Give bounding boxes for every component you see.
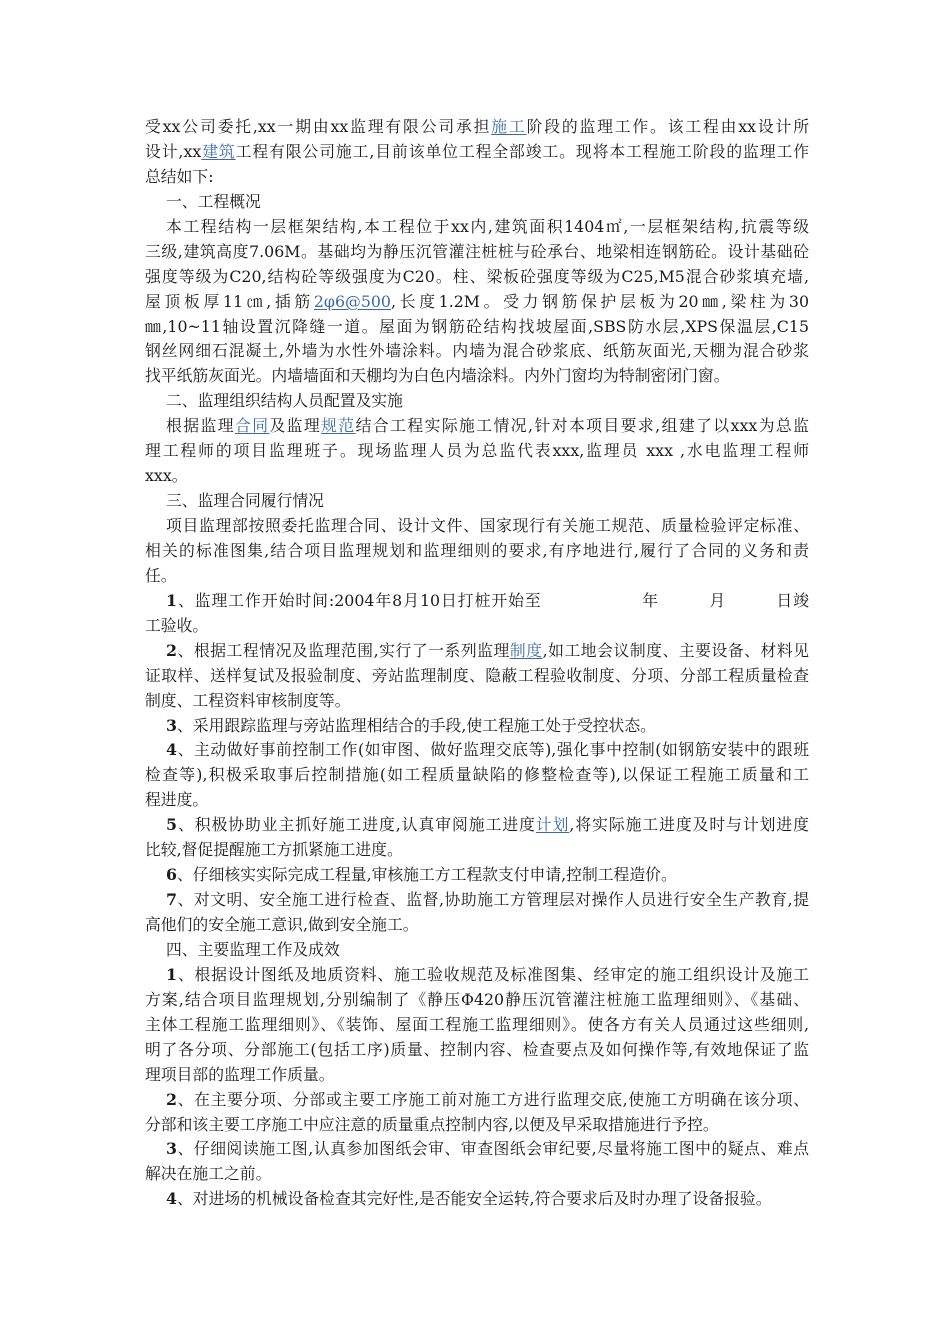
hyperlink[interactable]: 施工 [491, 117, 527, 136]
item-number: 5 [166, 815, 177, 835]
text-line: 明了各分项、分部施工(包括工序)质量、控制内容、检查要点及如何操作等,有效地保证了监 [145, 1039, 809, 1059]
paragraph [145, 115, 809, 190]
text-line: 理工程师的项目监理班子。现场监理人员为总监代表xxx,监理员 xxx ,水电监理工程师 [145, 441, 809, 461]
text-run: 、仔细阅读施工图,认真参加图纸会审、审查图纸会审纪要,尽量将施工图中的疑点、难点 [177, 1139, 809, 1159]
text-line [145, 963, 809, 988]
paragraph [145, 1137, 809, 1187]
document-page [145, 115, 809, 1212]
section-heading [145, 389, 809, 414]
paragraph [145, 639, 809, 714]
text-line: 钢丝网细石混凝土,外墙为水性外墙涂料。内墙为混合砂浆底、纸筋灰面光,天棚为混合砂浆 [145, 341, 809, 361]
text-line: 一、工程概况 [166, 191, 261, 211]
text-run: 根据监理 [166, 416, 235, 436]
paragraph [145, 714, 809, 739]
text-line [145, 1088, 809, 1113]
text-line [145, 414, 809, 439]
text-run: 设计,xx [145, 141, 202, 161]
text-line [145, 863, 809, 888]
text-line [145, 290, 809, 315]
text-run: 、对文明、安全施工进行检查、监督,协助施工方管理层对操作人员进行安全生产教育,提 [177, 890, 809, 910]
item-number: 4 [166, 740, 177, 760]
text-line: 找平纸筋灰面光。内墙墙面和天棚均为白色内墙涂料。内外门窗均为特制密闭门窗。 [145, 366, 730, 386]
text-line: 总结如下: [145, 166, 214, 186]
hyperlink[interactable]: 制度 [509, 640, 543, 660]
text-line [145, 1187, 809, 1212]
text-run: 、对进场的机械设备检查其完好性,是否能安全运转,符合要求后及时办理了设备报验。 [177, 1189, 772, 1209]
section-heading [145, 938, 809, 963]
text-line [145, 589, 809, 614]
text-run: 、根据工程情况及监理范围,实行了一系列监理 [177, 640, 510, 660]
text-line [145, 115, 809, 140]
text-line: 三、监理合同履行情况 [166, 491, 324, 511]
text-line: 四、主要监理工作及成效 [166, 939, 340, 959]
paragraph [145, 589, 809, 639]
text-line [145, 140, 809, 165]
text-line [145, 1137, 809, 1162]
text-line: 三级,建筑高度7.06M。基础均为静压沉管灌注桩桩与砼承台、地梁相连钢筋砼。设计基础砼 [145, 241, 809, 261]
paragraph [145, 1088, 809, 1138]
paragraph [145, 963, 809, 1088]
text-run: 、仔细核实实际完成工程量,审核施工方工程款支付申请,控制工程造价。 [177, 865, 677, 885]
hyperlink[interactable]: 建筑 [201, 141, 236, 161]
paragraph [145, 888, 809, 938]
text-line: xxx。 [145, 466, 188, 486]
text-run: 、根据设计图纸及地质资料、施工验收规范及标准图集、经审定的施工组织设计及施工 [177, 964, 809, 984]
text-line: 检查等),积极采取事后控制措施(如工程质量缺陷的修整检查等),以保证工程施工质量和工 [145, 765, 809, 785]
text-line: 工验收。 [145, 615, 209, 635]
text-line [145, 813, 809, 838]
text-run: 工程有限公司施工,目前该单位工程全部竣工。现将本工程施工阶段的监理工作 [235, 141, 809, 161]
hyperlink[interactable]: 计划 [535, 815, 570, 835]
text-run: 结合工程实际施工情况,针对本项目要求,组建了以xxx为总监 [355, 416, 809, 436]
text-line: 本工程结构一层框架结构,本工程位于xx内,建筑面积1404㎡,一层框架结构,抗震等级 [166, 216, 809, 236]
text-line: 分部和该主要工序施工中应注意的质量重点控制内容,以便及早采取措施进行予控。 [145, 1114, 719, 1134]
paragraph [145, 738, 809, 813]
text-run: 屋顶板厚11㎝,插筋 [145, 291, 314, 311]
text-line: 方案,结合项目监理规划,分别编制了《静压Φ420静压沉管灌注桩施工监理细则》、《基础、 [145, 989, 809, 1009]
paragraph [145, 1187, 809, 1212]
text-run: 受xx公司委托,xx一期由xx监理有限公司承担 [145, 117, 492, 136]
text-run: ,将实际施工进度及时与计划进度 [569, 815, 809, 835]
text-line [145, 639, 809, 664]
text-run: ,如工地会议制度、主要设备、材料见 [542, 640, 809, 660]
text-run: 阶段的监理工作。该工程由xx设计所 [526, 117, 809, 136]
text-line: 二、监理组织结构人员配置及实施 [166, 391, 403, 411]
item-number: 6 [166, 865, 177, 885]
text-line: 强度等级为C20,结构砼等级强度为C20。柱、梁板砼强度等级为C25,M5混合砂浆填充墙, [145, 266, 809, 286]
text-run: 、监理工作开始时间:2004年8月10日打桩开始至 年 月 日竣 [177, 590, 809, 610]
text-line: 理项目部的监理工作质量。 [145, 1064, 335, 1084]
item-number: 3 [166, 715, 177, 735]
item-number: 1 [166, 964, 177, 984]
text-line: 主体工程施工监理细则》、《装饰、屋面工程施工监理细则》。使各方有关人员通过这些细则, [145, 1014, 809, 1034]
paragraph [145, 514, 809, 589]
text-line: ㎜,10~11轴设置沉降缝一道。屋面为钢筋砼结构找坡屋面,SBS防水层,XPS保温层,C15 [145, 316, 809, 336]
hyperlink[interactable]: 合同 [234, 416, 270, 436]
item-number: 2 [166, 640, 177, 660]
item-number: 2 [166, 1089, 177, 1109]
paragraph [145, 414, 809, 489]
section-heading [145, 489, 809, 514]
text-run: 、采用跟踪监理与旁站监理相结合的手段,使工程施工处于受控状态。 [177, 715, 656, 735]
text-run: 、在主要分项、分部或主要工序施工前对施工方进行监理交底,使施工方明确在该分项、 [177, 1089, 809, 1109]
text-run: 、积极协助业主抓好施工进度,认真审阅施工进度 [177, 815, 536, 835]
text-line: 任。 [145, 565, 177, 585]
text-run: 及监理 [269, 416, 322, 436]
item-number: 4 [166, 1189, 177, 1209]
text-run: ,长度1.2M。受力钢筋保护层板为20㎜,梁柱为30 [391, 291, 809, 311]
text-run: 、主动做好事前控制工作(如审图、做好监理交底等),强化事中控制(如钢筋安装中的跟班 [177, 740, 809, 760]
hyperlink[interactable]: 2φ6@500 [313, 291, 391, 311]
text-line [145, 888, 809, 913]
text-line: 解决在施工之前。 [145, 1164, 272, 1184]
hyperlink[interactable]: 规范 [321, 416, 356, 436]
text-line: 比较,督促提醒施工方抓紧施工进度。 [145, 840, 403, 860]
item-number: 1 [166, 590, 177, 610]
text-line: 相关的标准图集,结合项目监理规划和监理细则的要求,有序地进行,履行了合同的义务和责 [145, 540, 809, 560]
text-line: 程进度。 [145, 790, 209, 810]
text-line: 制度、工程资料审核制度等。 [145, 690, 351, 710]
section-heading [145, 190, 809, 215]
text-line [145, 714, 809, 739]
text-line: 高他们的安全施工意识,做到安全施工。 [145, 915, 419, 934]
paragraph [145, 215, 809, 390]
text-line [145, 738, 809, 763]
item-number: 7 [166, 890, 177, 910]
paragraph [145, 863, 809, 888]
text-line: 项目监理部按照委托监理合同、设计文件、国家现行有关施工规范、质量检验评定标准、 [166, 516, 809, 535]
item-number: 3 [166, 1139, 177, 1159]
paragraph [145, 813, 809, 863]
text-line: 证取样、送样复试及报验制度、旁站监理制度、隐蔽工程验收制度、分项、分部工程质量检查 [145, 665, 809, 685]
